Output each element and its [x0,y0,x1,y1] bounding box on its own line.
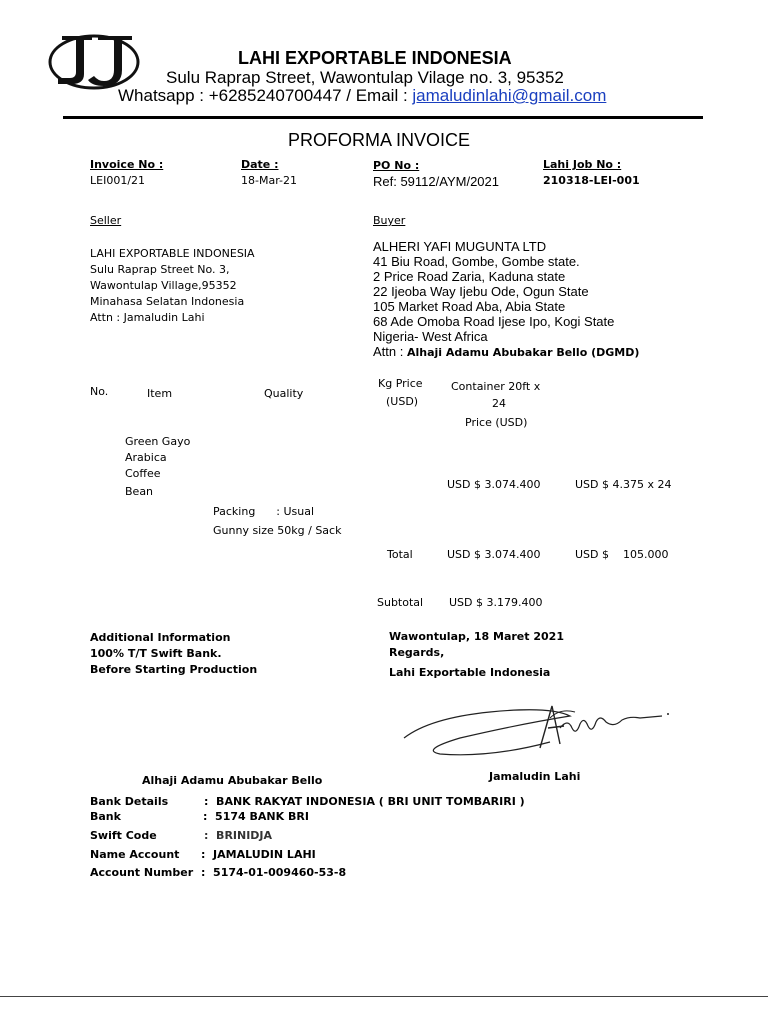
date-value: 18-Mar-21 [241,174,297,187]
buyer-line: 105 Market Road Aba, Abia State [373,299,566,314]
col-header-kg-price-unit: (USD) [386,395,419,408]
buyer-attn [373,344,639,360]
bank-details-value: : BANK RAKYAT INDONESIA ( BRI UNIT TOMBARIRI ) [204,795,525,808]
date-label: Date : [241,158,279,171]
seller-label: Seller [90,214,122,227]
item-kg-price: USD $ 3.074.400 [447,478,541,491]
seller-line: Attn : Jamaludin Lahi [90,311,205,324]
buyer-line: 41 Biu Road, Gombe, Gombe state. [373,254,580,269]
signature-graphic [400,698,675,760]
page-bottom-edge [0,996,768,997]
invoice-no-label: Invoice No : [90,158,164,171]
company-name: LAHI EXPORTABLE INDONESIA [238,48,512,68]
company-contact [118,86,606,106]
seller-line: Wawontulap Village,95352 [90,279,237,292]
total-kg-price: USD $ 3.074.400 [447,548,541,561]
document-title: PROFORMA INVOICE [288,130,471,150]
additional-info-line: Before Starting Production [90,663,258,676]
additional-info-title: Additional Information [90,631,231,644]
subtotal-value: USD $ 3.179.400 [449,596,543,609]
item-line: Arabica [125,451,167,464]
buyer-signatory: Alhaji Adamu Abubakar Bello [142,774,323,787]
signature [400,698,675,760]
item-line: Bean [125,485,154,498]
name-account-value: : JAMALUDIN LAHI [201,848,316,861]
item-line: Coffee [125,467,161,480]
col-header-quality: Quality [264,387,304,400]
total-container-price: USD $ 105.000 [575,548,669,561]
seller-line: LAHI EXPORTABLE INDONESIA [90,247,255,260]
additional-info-line: 100% T/T Swift Bank. [90,647,222,660]
contact-prefix: Whatsapp : +6285240700447 / Email : [118,86,413,105]
invoice-no-value: LEI001/21 [90,174,146,187]
po-no-label: PO No : [373,159,420,172]
item-container-price: USD $ 4.375 x 24 [575,478,672,491]
swift-code-value: : BRINIDJA [204,829,273,842]
col-header-item: Item [147,387,173,400]
col-header-container-price: Price (USD) [465,416,528,429]
po-no-value: Ref: 59112/AYM/2021 [373,174,499,189]
packing-line: Packing : Usual [213,505,315,518]
logo-sub-label: lahi [84,54,101,63]
bank-details-label: Bank Details [90,795,169,808]
header-divider [63,116,703,119]
buyer-line: 22 Ijeoba Way Ijebu Ode, Ogun State [373,284,589,299]
col-header-no: No. [90,385,109,398]
buyer-attn-prefix: Attn : [373,344,407,359]
closing-company: Lahi Exportable Indonesia [389,666,551,679]
lahi-job-no-label: Lahi Job No : [543,158,622,171]
buyer-address-block [373,239,639,360]
subtotal-label: Subtotal [377,596,424,609]
buyer-line: ALHERI YAFI MUGUNTA LTD [373,239,547,254]
col-header-container-qty: 24 [492,397,506,410]
buyer-line: Nigeria- West Africa [373,329,488,344]
bank-label: Bank [90,810,121,823]
account-number-value: : 5174-01-009460-53-8 [201,866,347,879]
buyer-attn-name: Alhaji Adamu Abubakar Bello (DGMD) [406,346,640,359]
seller-signatory: Jamaludin Lahi [489,770,581,783]
place-date: Wawontulap, 18 Maret 2021 [389,630,564,643]
total-label: Total [387,548,413,561]
bank-value: : 5174 BANK BRI [203,810,309,823]
buyer-label: Buyer [373,214,406,227]
company-logo [48,30,140,92]
buyer-line: 2 Price Road Zaria, Kaduna state [373,269,566,284]
seller-line: Sulu Raprap Street No. 3, [90,263,230,276]
packing-size: Gunny size 50kg / Sack [213,524,342,537]
regards: Regards, [389,646,445,659]
additional-info-block [90,630,257,678]
account-number-label: Account Number [90,866,194,879]
buyer-line: 68 Ade Omoba Road Ijese Ipo, Kogi State [373,314,615,329]
swift-code-label: Swift Code [90,829,157,842]
company-address: Sulu Raprap Street, Wawontulap Vilage no. 3, 95352 [166,68,564,87]
lahi-job-no-value: 210318-LEI-001 [543,174,640,187]
item-line: Green Gayo [125,435,191,448]
seller-address-block [90,246,255,326]
item-description [125,434,190,500]
col-header-kg-price: Kg Price [378,377,423,390]
seller-line: Minahasa Selatan Indonesia [90,295,245,308]
email-link[interactable]: jamaludinlahi@gmail.com [412,86,607,105]
name-account-label: Name Account [90,848,180,861]
col-header-container: Container 20ft x [451,380,541,393]
